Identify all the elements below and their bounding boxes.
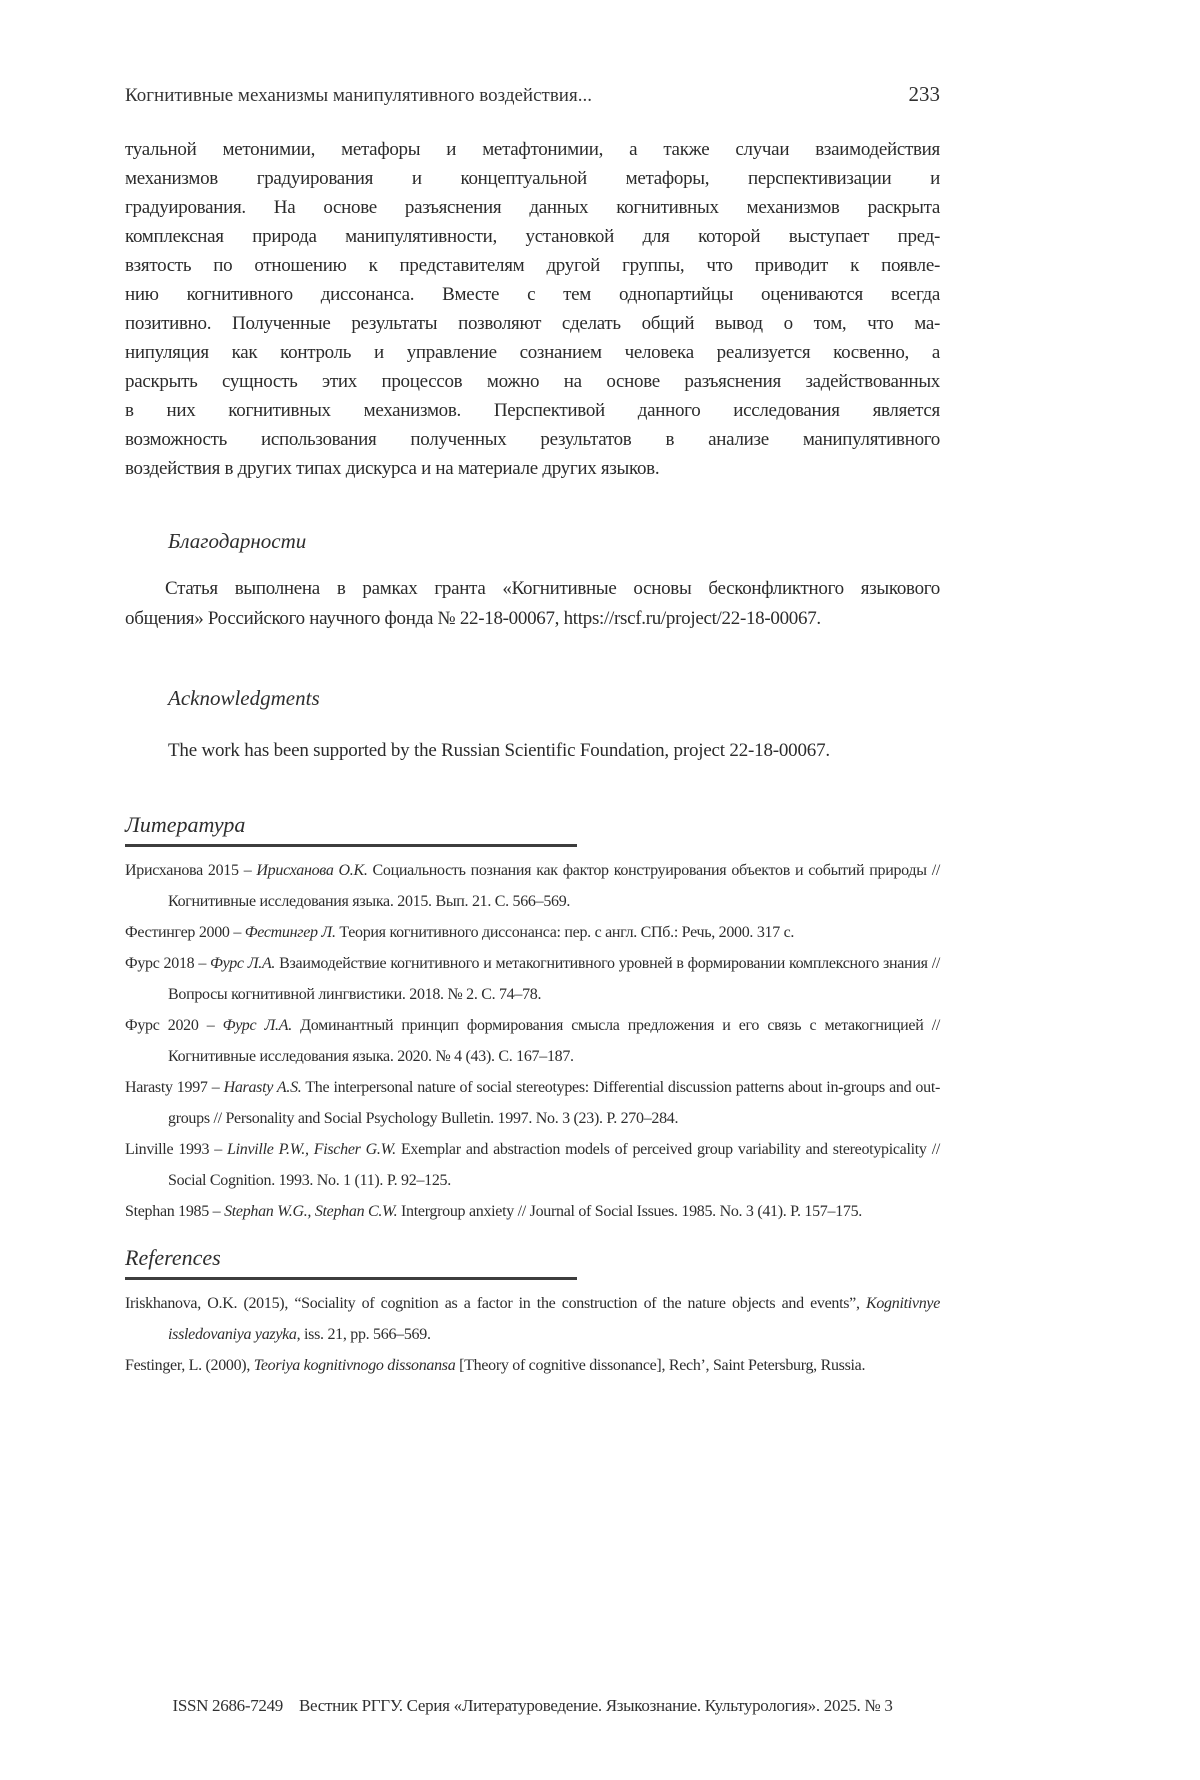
entry-authors: Linville P.W., Fischer G.W. <box>227 1141 396 1158</box>
text-line: градуирования. На основе разъяснения данных когнитивных механизмов раскрыта <box>125 197 940 218</box>
entry-text: Взаимодействие когнитивного и метакогнитивного уровней в формировании комплексного знания // Вопросы когнитивной лингвистики. 2018. № 2. С. 74–78. <box>168 955 940 1003</box>
text-line: позитивно. Полученные результаты позволяют сделать общий вывод о том, что ма- <box>125 313 940 334</box>
reference-entry <box>125 1288 940 1350</box>
entry-text: Доминантный принцип формирования смысла предложения и его связь с метакогницией // Когнитивные исследования языка. 2020. № 4 (43). С. 167–187. <box>168 1017 940 1065</box>
literature-entry <box>125 1072 940 1134</box>
literature-entry <box>125 1196 940 1227</box>
literature-entry <box>125 948 940 1010</box>
entry-text: Фурс 2020 – <box>125 1017 223 1034</box>
footer-journal: Вестник РГГУ. Серия «Литературоведение. Языкознание. Культурология». 2025. № 3 <box>299 1696 893 1715</box>
literature-entries <box>125 855 940 1227</box>
entry-authors: Harasty A.S. <box>223 1079 302 1096</box>
text-line: взятость по отношению к представителям другой группы, что приводит к появле- <box>125 255 940 276</box>
references-entries <box>125 1288 940 1381</box>
text-line: общения» Российского научного фонда № 22-18-00067, https://rscf.ru/project/22-18-00067. <box>125 608 821 629</box>
literature-entry <box>125 1010 940 1072</box>
acknowledgements-en-text: The work has been supported by the Russian Scientific Foundation, project 22-18-00067. <box>168 740 830 761</box>
entry-text: Festinger, L. (2000), <box>125 1357 254 1374</box>
references-rule <box>125 1277 577 1280</box>
entry-authors: Ирисханова О.К. <box>256 862 368 879</box>
entry-text: Linville 1993 – <box>125 1141 228 1158</box>
entry-text: Социальность познания как фактор конструирования объектов и событий природы // Когнитивные исследования языка. 2015. Вып. 21. С. 566–569. <box>168 862 940 910</box>
text-line: в них когнитивных механизмов. Перспективой данного исследования является <box>125 400 940 421</box>
reference-entry <box>125 1350 940 1381</box>
literature-heading: Литература <box>125 812 246 837</box>
text-line: воздействия в других типах дискурса и на материале других языков. <box>125 458 660 479</box>
entry-authors: Kognitivnye issledovaniya yazyka <box>168 1295 940 1343</box>
text-line: нию когнитивного диссонанса. Вместе с тем однопартийцы оцениваются всегда <box>125 284 940 305</box>
page-content <box>125 0 940 1381</box>
entry-authors: Teoriya kognitivnogo dissonansa <box>253 1357 456 1374</box>
acknowledgements-ru-text <box>125 574 940 634</box>
literature-rule <box>125 844 577 847</box>
entry-authors: Фурс Л.А. <box>222 1017 292 1034</box>
entry-text: [Theory of cognitive dissonance], Rech’, Saint Petersburg, Russia. <box>455 1357 866 1374</box>
running-head <box>125 82 940 108</box>
entry-text: Stephan 1985 – <box>125 1203 225 1220</box>
abstract-paragraph <box>125 135 940 483</box>
entry-text: Теория когнитивного диссонанса: пер. с англ. СПб.: Речь, 2000. 317 с. <box>335 924 795 941</box>
text-line: туальной метонимии, метафоры и метафтонимии, а также случаи взаимодействия <box>125 139 940 160</box>
footer <box>125 1694 940 1718</box>
text-line: механизмов градуирования и концептуальной метафоры, перспективизации и <box>125 168 940 189</box>
entry-text: , iss. 21, pp. 566–569. <box>296 1326 431 1343</box>
page-number: 233 <box>908 82 940 106</box>
entry-authors: Фестингер Л. <box>244 924 336 941</box>
entry-text: Фурс 2018 – <box>125 955 211 972</box>
literature-entry <box>125 917 940 948</box>
entry-text: Фестингер 2000 – <box>125 924 245 941</box>
text-line: раскрыть сущность этих процессов можно на основе разъяснения задействованных <box>125 371 940 392</box>
literature-entry <box>125 855 940 917</box>
text-line: комплексная природа манипулятивности, установкой для которой выступает пред- <box>125 226 940 247</box>
entry-authors: Фурс Л.А. <box>210 955 276 972</box>
text-line: Статья выполнена в рамках гранта «Когнитивные основы бесконфликтного языкового <box>165 578 940 599</box>
text-line: возможность использования полученных результатов в анализе манипулятивного <box>125 429 940 450</box>
entry-authors: Stephan W.G., Stephan C.W. <box>224 1203 398 1220</box>
footer-issn: ISSN 2686-7249 <box>172 1696 284 1715</box>
acknowledgements-en-heading: Acknowledgments <box>168 686 320 710</box>
entry-text: Exemplar and abstraction models of perceived group variability and stereotypicality // Social Cognition. 1993. No. 1 (11). P. 92–125. <box>168 1141 940 1189</box>
entry-text: The interpersonal nature of social stereotypes: Differential discussion patterns about in-groups and out-groups // Personality and Social Psychology Bulletin. 1997. No. 3 (23). P. 270–284. <box>168 1079 940 1127</box>
text-line: нипуляция как контроль и управление сознанием человека реализуется косвенно, а <box>125 342 940 363</box>
references-heading: References <box>125 1245 221 1270</box>
literature-entry <box>125 1134 940 1196</box>
entry-text: Iriskhanova, O.K. (2015), “Sociality of cognition as a factor in the construction of the nature objects and events”, <box>125 1295 866 1312</box>
acknowledgements-ru-heading: Благодарности <box>168 529 307 553</box>
running-title: Когнитивные механизмы манипулятивного воздействия... <box>125 85 592 106</box>
entry-text: Ирисханова 2015 – <box>125 862 257 879</box>
entry-text: Intergroup anxiety // Journal of Social Issues. 1985. No. 3 (41). P. 157–175. <box>397 1203 863 1220</box>
entry-text: Harasty 1997 – <box>125 1079 224 1096</box>
